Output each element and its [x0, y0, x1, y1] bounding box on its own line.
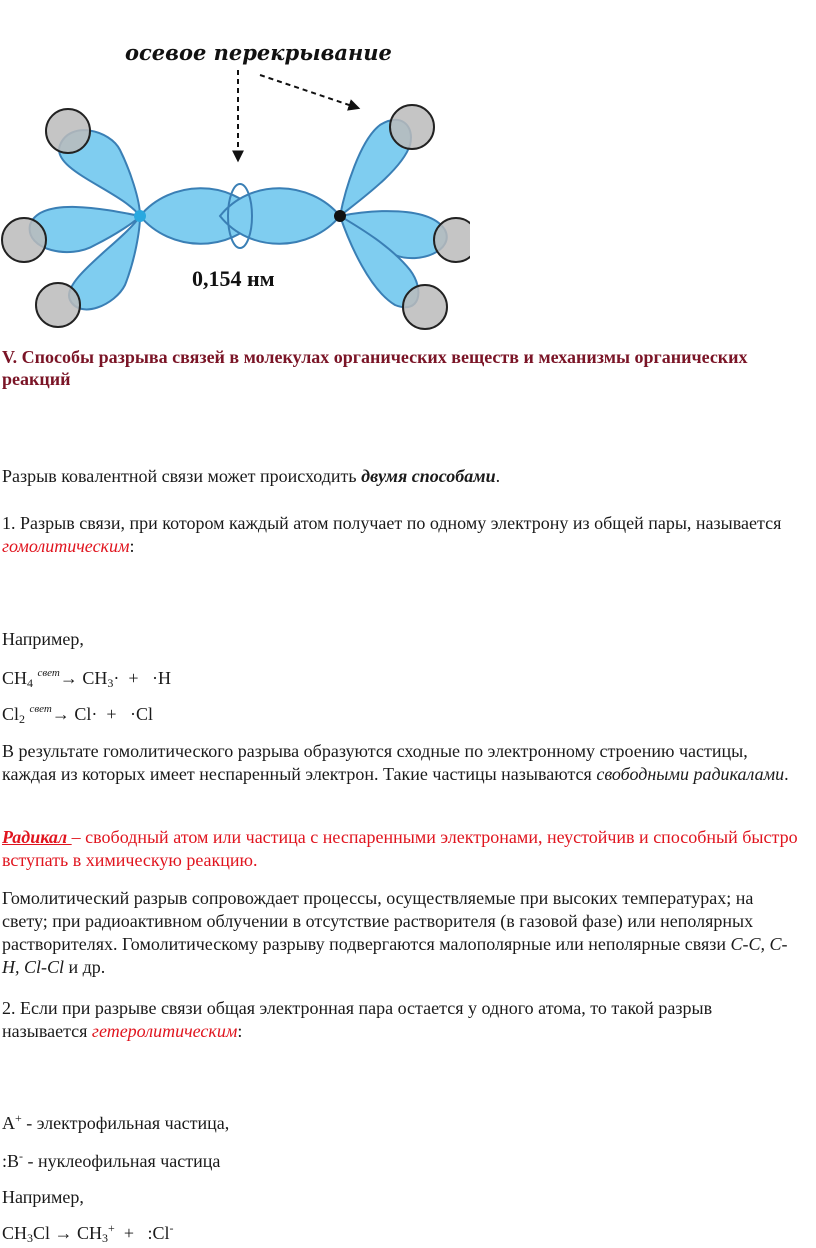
homolytic-term: гомолитическим — [2, 536, 130, 556]
conditions-text: Гомолитический разрыв сопровождает процессы, осуществляемые при высоких температурах; на свету; при радиоактивном облучении в отсутствие растворителя (в газовой фазе) или неполярных растворителях. Гомолитическому разрыву подвергаются малополярные или неполярные связи — [2, 888, 754, 954]
eq3-product-sub: 3 — [102, 1231, 109, 1245]
nucleophile-charge: - — [19, 1149, 24, 1163]
heterolytic-term: гетеролитическим — [91, 1021, 238, 1041]
eq3-arrow-product: Cl → CH — [33, 1223, 103, 1243]
right-carbon-orbitals — [340, 120, 447, 307]
right-carbon-nucleus — [334, 210, 346, 222]
nucleophile-symbol: :B — [2, 1151, 20, 1171]
axial-arrow-right — [260, 75, 358, 108]
eq3-product-charge: + — [108, 1221, 115, 1235]
radical-definition-text: – свободный атом или частица с неспаренными электронами, неустойчив и способный быстро вступать в химическую реакцию. — [2, 827, 798, 870]
bond-length-label: 0,154 нм — [192, 266, 275, 291]
electrophile-symbol: A — [2, 1113, 15, 1133]
electrophile-text: - электрофильная частица, — [21, 1113, 230, 1133]
left-carbon-nucleus — [134, 210, 146, 222]
sigma-bond-overlap — [140, 184, 340, 248]
radicals-term: свободными радикалами — [596, 764, 785, 784]
eq2-rest: Cl· + ·Cl — [74, 704, 154, 724]
intro-end: . — [495, 466, 501, 486]
eq1-rest: · + ·H — [113, 668, 172, 688]
left-carbon-orbitals — [30, 130, 140, 309]
eq1-product: CH — [82, 668, 108, 688]
eq1-reactant: CH — [2, 668, 28, 688]
example2-label: Например, — [2, 1187, 84, 1207]
radical-term: Радикал — [2, 827, 72, 847]
intro-emphasis: двумя способами — [361, 466, 496, 486]
nucleophile-line — [2, 1150, 802, 1173]
eq3-chloride-charge: - — [169, 1221, 174, 1235]
eq1-arrow: → — [59, 668, 78, 688]
eq3-reactant: CH — [2, 1223, 28, 1243]
eq1-reactant-sub: 4 — [27, 676, 34, 690]
electrophile-charge: + — [15, 1111, 22, 1125]
homolytic-conditions-paragraph — [2, 887, 802, 979]
heterolytic-paragraph — [2, 997, 802, 1043]
homolytic-text: 1. Разрыв связи, при котором каждый атом получает по одному электрону из общей пары, называется — [2, 513, 782, 533]
nucleophile-text: - нуклеофильная частица — [23, 1151, 221, 1171]
equation-ch4 — [2, 667, 802, 690]
intro-paragraph — [2, 465, 802, 488]
homolytic-paragraph — [2, 512, 802, 558]
eq3-chloride: + :Cl — [114, 1223, 170, 1243]
eq1-product-sub: 3 — [107, 676, 114, 690]
electrophile-line — [2, 1112, 802, 1135]
eq2-reactant-sub: 2 — [19, 712, 26, 726]
conditions-bonds: С-С, С-Н, Cl-Cl — [2, 934, 788, 977]
intro-text: Разрыв ковалентной связи может происходить — [2, 466, 362, 486]
axial-overlap-label: осевое перекрывание — [125, 40, 392, 65]
equation-ch3cl — [2, 1222, 802, 1245]
example1-label: Например, — [2, 629, 84, 649]
ethane-orbital-diagram — [0, 30, 470, 335]
eq2-reactant: Cl — [2, 704, 20, 724]
heterolytic-text: 2. Если при разрыве связи общая электронная пара остается у одного атома, то такой разрыв называется — [2, 998, 713, 1041]
homolytic-end: : — [129, 536, 135, 556]
radicals-paragraph — [2, 740, 802, 786]
radicals-text: В результате гомолитического разрыва образуются сходные по электронному строению частицы, каждая из которых имеет неспаренный электрон. Такие частицы называются — [2, 741, 748, 784]
section-heading: V. Способы разрыва связей в молекулах органических веществ и механизмы органических реакций — [2, 347, 748, 389]
eq2-arrow: → — [51, 704, 70, 724]
conditions-end: и др. — [64, 957, 106, 977]
eq1-condition: свет — [37, 667, 60, 679]
eq2-condition: свет — [29, 703, 52, 715]
equation-cl2 — [2, 703, 802, 726]
radical-definition — [2, 826, 802, 872]
eq3-reactant-sub: 3 — [27, 1231, 34, 1245]
radicals-end: . — [784, 764, 789, 784]
heterolytic-end: : — [237, 1021, 243, 1041]
